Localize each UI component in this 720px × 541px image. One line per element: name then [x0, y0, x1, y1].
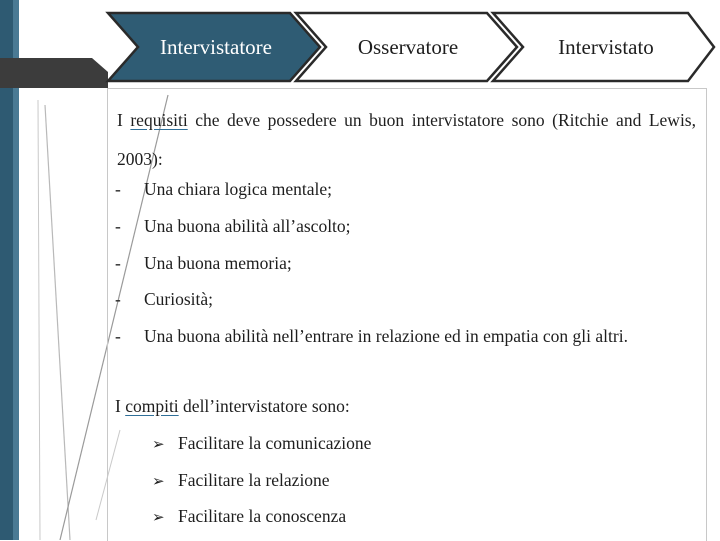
list-item	[152, 498, 371, 535]
keyword-requisiti: requisiti	[130, 110, 188, 130]
requirement-text: Una buona abilità all’ascolto;	[144, 215, 351, 236]
task-text: Facilitare la conoscenza	[178, 506, 347, 526]
task-text: Facilitare la relazione	[178, 469, 330, 490]
dash-bullet: -	[115, 252, 121, 273]
intro-prefix: I	[117, 110, 131, 130]
chevron-step-2-label: Osservatore	[357, 35, 459, 59]
chevron-step-3-label: Intervistato	[558, 35, 654, 59]
list-item	[152, 462, 371, 499]
dash-bullet: -	[115, 289, 121, 310]
requirements-list	[115, 171, 628, 355]
dash-bullet: -	[115, 179, 121, 199]
list-item	[115, 208, 628, 245]
task-text: Facilitare la comunicazione	[178, 433, 372, 453]
chevron-step-1-label: Intervistatore	[160, 35, 272, 59]
dash-bullet: -	[115, 215, 121, 236]
content-box	[107, 88, 707, 541]
list-item	[152, 425, 371, 462]
arrow-bullet-icon: ➢	[152, 508, 165, 526]
tasks-list	[152, 425, 371, 535]
list-item	[115, 171, 628, 208]
list-item	[115, 318, 628, 355]
intro-rest: che deve possedere un buon intervistatore sono (Ritchie and Lewis, 2003):	[117, 110, 696, 169]
arrow-bullet-icon: ➢	[152, 435, 165, 453]
requirement-text: Curiosità;	[144, 289, 214, 310]
requirement-text: Una chiara logica mentale;	[144, 179, 333, 199]
tasks-prefix: I	[115, 396, 126, 416]
tasks-intro	[115, 391, 350, 421]
list-item	[115, 281, 628, 318]
requirement-text: Una buona memoria;	[144, 252, 292, 273]
arrow-bullet-icon: ➢	[152, 471, 165, 490]
dash-bullet: -	[115, 326, 121, 347]
tasks-rest: dell’intervistatore sono:	[178, 396, 350, 416]
deco-line-2	[38, 100, 40, 540]
deco-line-1	[45, 105, 70, 540]
requirement-text: Una buona abilità nell’entrare in relazione ed in empatia con gli altri.	[144, 326, 628, 347]
keyword-compiti: compiti	[125, 396, 179, 416]
requirements-intro	[117, 101, 696, 179]
list-item	[115, 245, 628, 282]
